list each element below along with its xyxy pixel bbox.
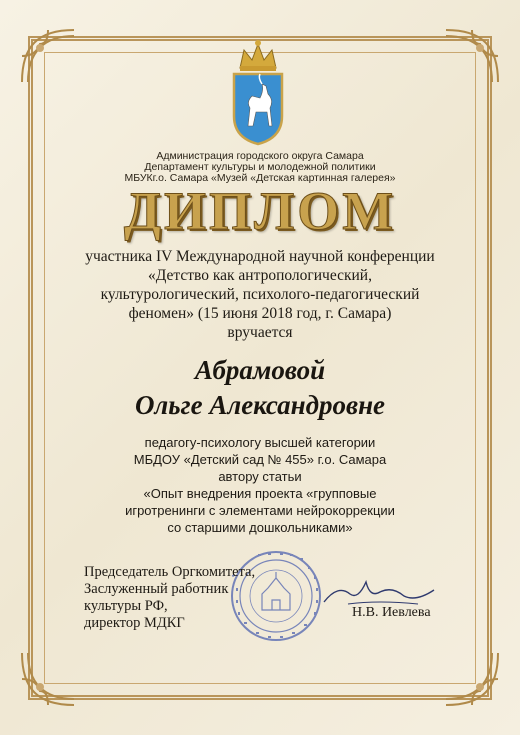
corner-ornament-icon bbox=[442, 649, 502, 709]
signature-title-line: директор МДКГ bbox=[84, 615, 185, 631]
recipient-name: Ольге Александровне bbox=[134, 390, 386, 420]
header-organization-line: Администрация городского округа Самара bbox=[156, 150, 364, 162]
detail-line: МБДОУ «Детский сад № 455» г.о. Самара bbox=[133, 452, 387, 467]
signer-name: Н.В. Иевлева bbox=[352, 605, 431, 620]
header-museum-line: МБУКг.о. Самара «Музей «Детская картинная галерея» bbox=[124, 172, 396, 184]
signature-title-line: Заслуженный работник bbox=[84, 581, 229, 597]
detail-line: «Опыт внедрения проекта «групповые bbox=[143, 486, 377, 501]
detail-line: со старшими дошкольниками» bbox=[167, 520, 353, 535]
detail-line: автору статьи bbox=[218, 469, 302, 484]
corner-ornament-icon bbox=[18, 26, 78, 86]
award-line: феномен» (15 июня 2018 год, г. Самара) bbox=[128, 305, 392, 322]
recipient-surname: Абрамовой bbox=[194, 355, 326, 385]
header-department-line: Департамент культуры и молодежной политики bbox=[144, 161, 376, 173]
detail-line: игротренинги с элементами нейрокоррекции bbox=[125, 503, 395, 518]
award-line: вручается bbox=[227, 324, 293, 341]
detail-line: педагогу-психологу высшей категории bbox=[144, 435, 376, 450]
corner-ornament-icon bbox=[442, 26, 502, 86]
corner-ornament-icon bbox=[18, 649, 78, 709]
award-line: «Детство как антропологический, bbox=[148, 267, 372, 284]
museum-stamp-icon bbox=[228, 548, 324, 644]
signature-title-line: культуры РФ, bbox=[84, 598, 168, 614]
signature-title-line: Председатель Оргкомитета, bbox=[84, 564, 256, 580]
samara-coat-of-arms-icon bbox=[222, 38, 294, 148]
diploma-title: ДИПЛОМ bbox=[123, 181, 397, 241]
award-line: участника IV Международной научной конференции bbox=[85, 248, 435, 265]
award-line: культурологический, психолого-педагогический bbox=[100, 286, 420, 303]
